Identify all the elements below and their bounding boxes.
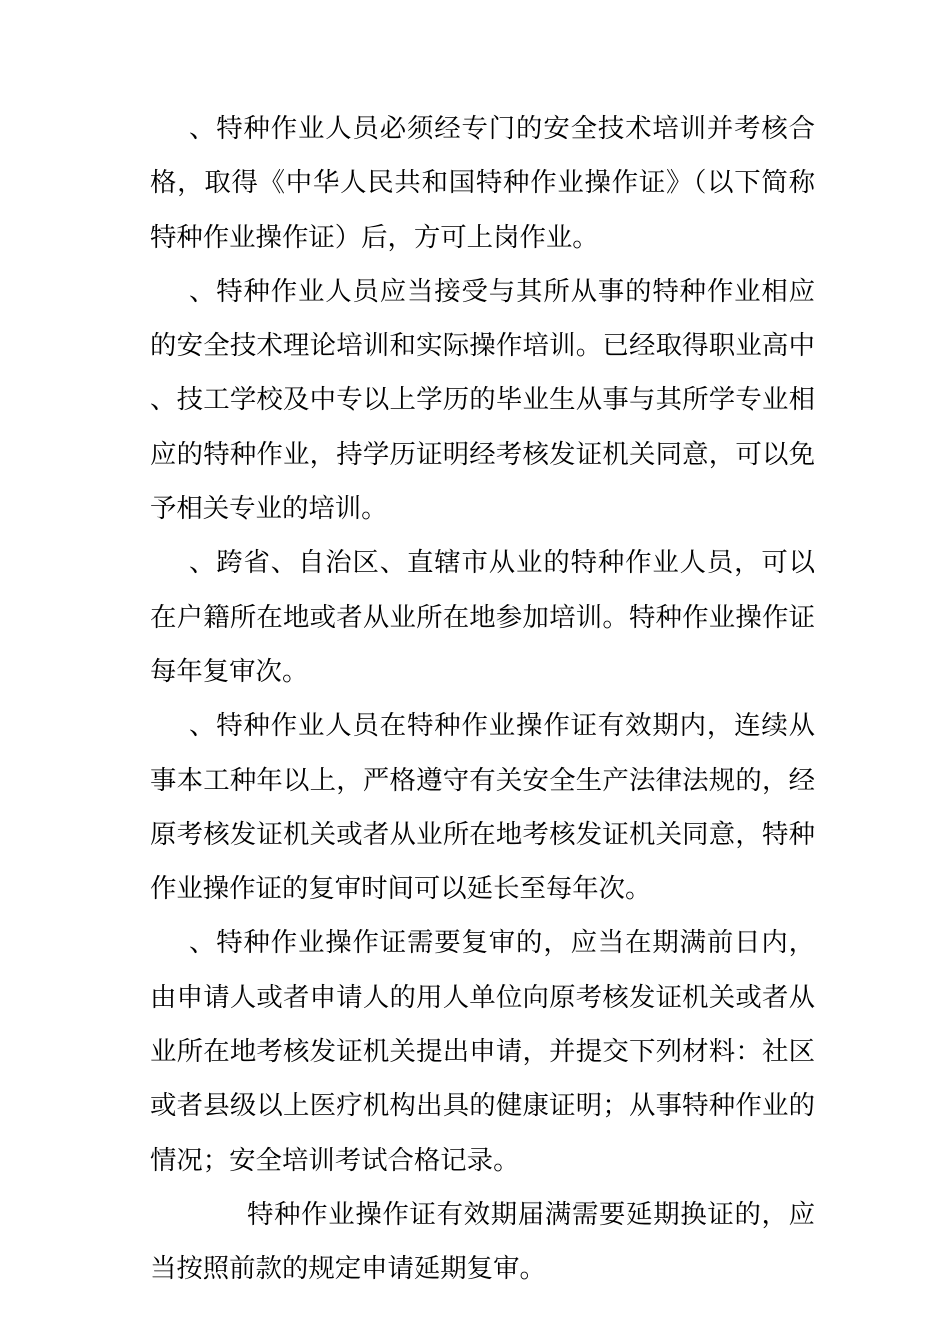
document-body xyxy=(150,102,815,1297)
paragraph-1: 、特种作业人员必须经专门的安全技术培训并考核合格，取得《中华人民共和国特种作业操作证》（以下简称特种作业操作证）后，方可上岗作业。 xyxy=(150,113,815,253)
paragraph-5: 、特种作业操作证需要复审的，应当在期满前日内，由申请人或者申请人的用人单位向原考核发证机关或者从业所在地考核发证机关提出申请，并提交下列材料：社区或者县级以上医疗机构出具的健康证明；从事特种作业的情况；安全培训考试合格记录。 xyxy=(150,927,815,1176)
paragraph-6: 特种作业操作证有效期届满需要延期换证的，应当按照前款的规定申请延期复审。 xyxy=(150,1198,815,1285)
paragraph-3: 、跨省、自治区、直辖市从业的特种作业人员，可以在户籍所在地或者从业所在地参加培训。特种作业操作证每年复审次。 xyxy=(150,547,815,687)
paragraph-2: 、特种作业人员应当接受与其所从事的特种作业相应的安全技术理论培训和实际操作培训。已经取得职业高中、技工学校及中专以上学历的毕业生从事与其所学专业相应的特种作业，持学历证明经考核发证机关同意，可以免予相关专业的培训。 xyxy=(150,275,815,525)
paragraph-4: 、特种作业人员在特种作业操作证有效期内，连续从事本工种年以上，严格遵守有关安全生产法律法规的，经原考核发证机关或者从业所在地考核发证机关同意，特种作业操作证的复审时间可以延长至每年次。 xyxy=(150,710,815,905)
